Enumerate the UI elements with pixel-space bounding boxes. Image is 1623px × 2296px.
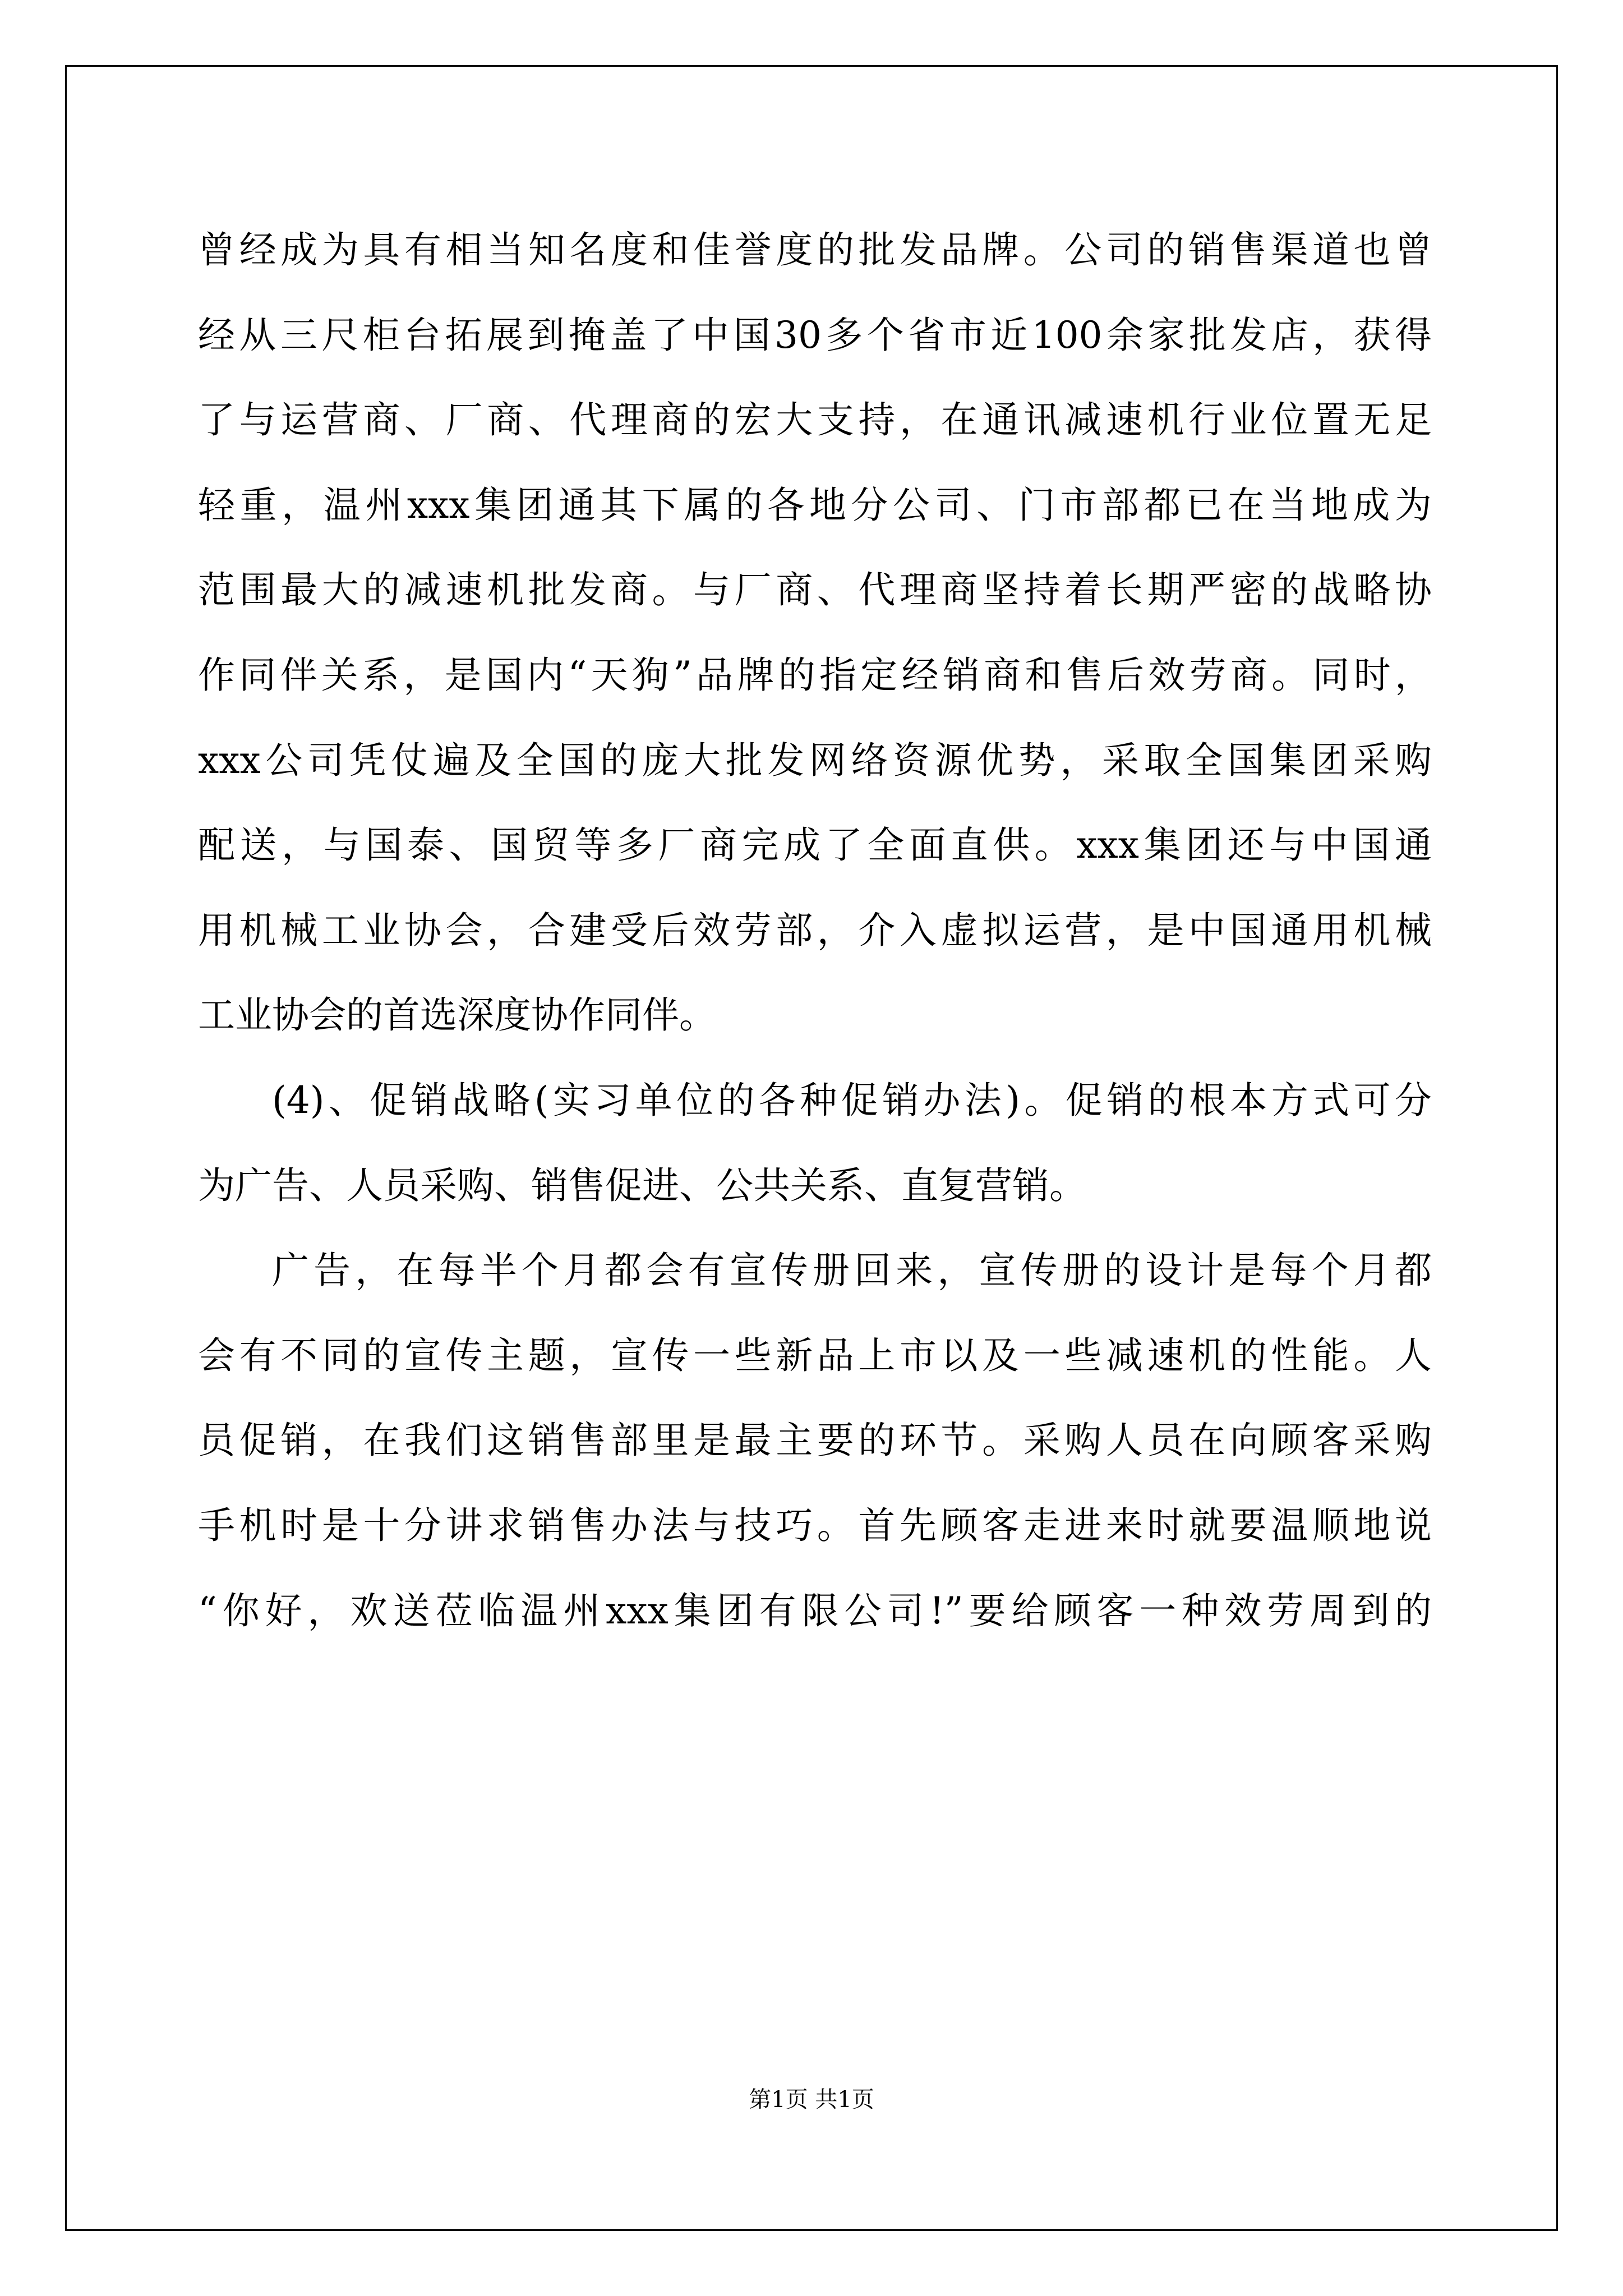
text-line: 手机时是十分讲求销售办法与技巧。首先顾客走进来时就要温顺地说 <box>198 1503 1432 1547</box>
text-line: 经从三尺柜台拓展到掩盖了中国30多个省市近100余家批发店，获得 <box>198 313 1432 357</box>
text-line: (4)、促销战略(实习单位的各种促销办法)。促销的根本方式可分 <box>272 1078 1432 1122</box>
text-line: 用机械工业协会，合建受后效劳部，介入虚拟运营，是中国通用机械 <box>198 908 1432 952</box>
text-line: 员促销，在我们这销售部里是最主要的环节。采购人员在向顾客采购 <box>198 1419 1432 1462</box>
text-line: 轻重，温州xxx集团通其下属的各地分公司、门市部都已在当地成为 <box>198 483 1432 527</box>
text-line: xxx公司凭仗遍及全国的庞大批发网络资源优势，采取全国集团采购 <box>198 738 1432 782</box>
text-line: 作同伴关系，是国内“天狗”品牌的指定经销商和售后效劳商。同时， <box>198 653 1432 697</box>
text-line: 广告，在每半个月都会有宣传册回来，宣传册的设计是每个月都 <box>272 1249 1432 1292</box>
text-line: 了与运营商、厂商、代理商的宏大支持，在通讯减速机行业位置无足 <box>198 398 1432 442</box>
text-line: “你好，欢送莅临温州xxx集团有限公司!”要给顾客一种效劳周到的 <box>198 1589 1432 1632</box>
text-line: 工业协会的首选深度协作同伴。 <box>198 993 716 1037</box>
text-line: 配送，与国泰、国贸等多厂商完成了全面直供。xxx集团还与中国通 <box>198 823 1432 867</box>
document-body <box>198 208 1432 1653</box>
text-line: 曾经成为具有相当知名度和佳誉度的批发品牌。公司的销售渠道也曾 <box>198 228 1432 272</box>
text-line: 范围最大的减速机批发商。与厂商、代理商坚持着长期严密的战略协 <box>198 568 1432 612</box>
text-line: 会有不同的宣传主题，宣传一些新品上市以及一些减速机的性能。人 <box>198 1333 1432 1377</box>
text-line: 为广告、人员采购、销售促进、公共关系、直复营销。 <box>198 1163 1086 1207</box>
page-footer: 第1页 共1页 <box>749 2087 874 2113</box>
